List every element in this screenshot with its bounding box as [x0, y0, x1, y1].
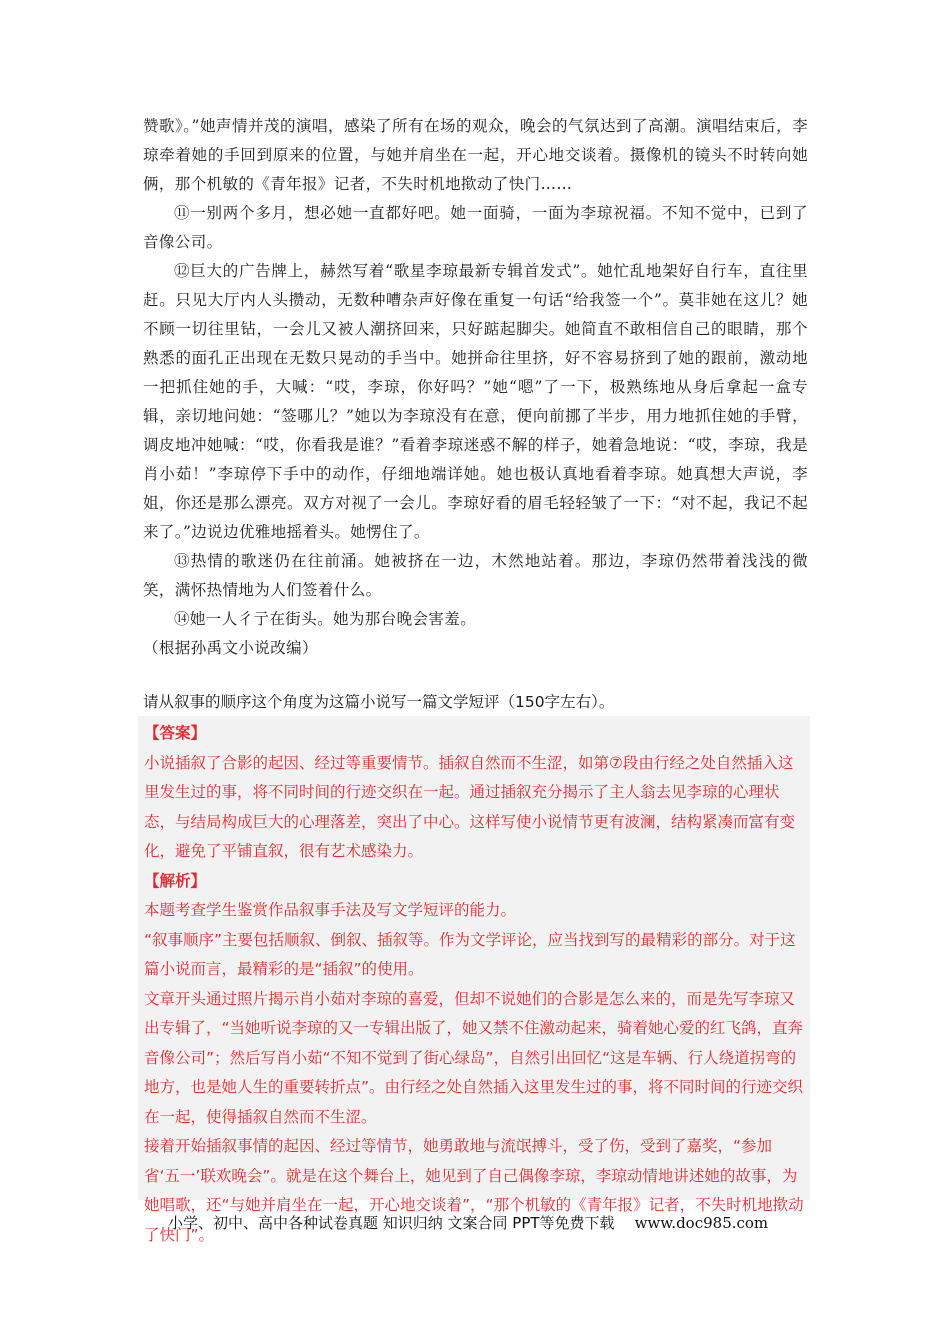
analysis-paragraph-4: 接着开始插叙事情的起因、经过等情节，她勇敢地与流氓搏斗，受了伤，受到了嘉奖，“参加省‘五一’联欢晚会”。就是在这个舞台上，她见到了自己偶像李琼，李琼动情地讲述她的故事，为她唱歌，还“与她并肩坐在一起，开心地交谈着”，“那个机敏的《青年报》记者，不失时机地揿动了快门”。: [144, 1137, 804, 1244]
question-prompt: 请从叙事的顺序这个角度为这篇小说写一篇文学短评（150字左右）。: [143, 693, 615, 711]
footer-text: 小学、初中、高中各种试卷真题 知识归纳 文案合同 PPT等免费下载: [168, 1214, 615, 1232]
answer-label: 【答案】: [144, 724, 207, 742]
analysis-paragraph-1: 本题考查学生鉴赏作品叙事手法及写文学短评的能力。: [144, 901, 517, 919]
story-paragraph-continued: 赞歌》。”她声情并茂的演唱，感染了所有在场的观众，晚会的气氛达到了高潮。演唱结束后，李琼牵着她的手回到原来的位置，与她并肩坐在一起，开心地交谈着。摄像机的镜头不时转向她俩，那个机敏的《青年报》记者，不失时机地揿动了快门……: [143, 117, 808, 193]
page-footer: [168, 1211, 808, 1235]
story-paragraph-11: ⑪一别两个多月，想必她一直都好吧。她一面骑，一面为李琼祝福。不知不觉中，已到了音像公司。: [143, 204, 808, 251]
analysis-paragraph-3: 文章开头通过照片揭示肖小茹对李琼的喜爱，但却不说她们的合影是怎么来的，而是先写李琼又出专辑了，“当她听说李琼的又一专辑出版了，她又禁不住激动起来，骑着她心爱的红飞鸽，直奔音像公司”；然后写肖小茹“不知不觉到了街心绿岛”，自然引出回忆“这是车辆、行人绕道拐弯的地方，也是她人生的重要转折点”。由行经之处自然插入这里发生过的事，将不同时间的行迹交织在一起，使得插叙自然而不生涩。: [144, 989, 804, 1126]
story-text: [143, 112, 808, 663]
story-paragraph-12: ⑫巨大的广告牌上，赫然写着“歌星李琼最新专辑首发式”。她忙乱地架好自行车，直往里赶。只见大厅内人头攒动，无数种嘈杂声好像在重复一句话“给我签一个”。莫非她在这儿？她不顾一切往里钻，一会儿又被人潮挤回来，只好踮起脚尖。她简直不敢相信自己的眼睛，那个熟悉的面孔正出现在无数只晃动的手当中。她拼命往里挤，好不容易挤到了她的跟前，激动地一把抓住她的手，大喊：“哎，李琼，你好吗？”她“嗯”了一下，极熟练地从身后拿起一盒专辑，亲切地问她：“签哪儿？”她以为李琼没有在意，便向前挪了半步，用力地抓住她的手臂，调皮地冲她喊：“哎，你看我是谁？”看着李琼迷惑不解的样子，她着急地说：“哎，李琼，我是肖小茹！”李琼停下手中的动作，仔细地端详她。她也极认真地看着李琼。她真想大声说，李姐，你还是那么漂亮。双方对视了一会儿。李琼好看的眉毛轻轻皱了一下：“对不起，我记不起来了。”边说边优雅地摇着头。她愣住了。: [143, 262, 808, 541]
story-source: （根据孙禹文小说改编）: [143, 639, 318, 657]
analysis-paragraph-2: “叙事顺序”主要包括顺叙、倒叙、插叙等。作为文学评论，应当找到写的最精彩的部分。对于这篇小说而言，最精彩的是“插叙”的使用。: [144, 930, 796, 978]
analysis-label: 【解析】: [144, 871, 207, 890]
story-paragraph-13: ⑬热情的歌迷仍在往前涌。她被挤在一边，木然地站着。那边，李琼仍然带着浅浅的微笑，满怀热情地为人们签着什么。: [143, 552, 808, 599]
footer-site-link[interactable]: www.doc985.com: [634, 1214, 769, 1232]
answer-text: 小说插叙了合影的起因、经过等重要情节。插叙自然而不生涩，如第⑦段由行经之处自然插入这里发生过的事，将不同时间的行迹交织在一起。通过插叙充分揭示了主人翁去见李琼的心理状态，与结局构成巨大的心理落差，突出了中心。这样写使小说情节更有波澜，结构紧凑而富有变化，避免了平铺直叙，很有艺术感染力。: [144, 753, 796, 860]
story-paragraph-14: ⑭她一人彳亍在街头。她为那台晚会害羞。: [174, 610, 477, 628]
